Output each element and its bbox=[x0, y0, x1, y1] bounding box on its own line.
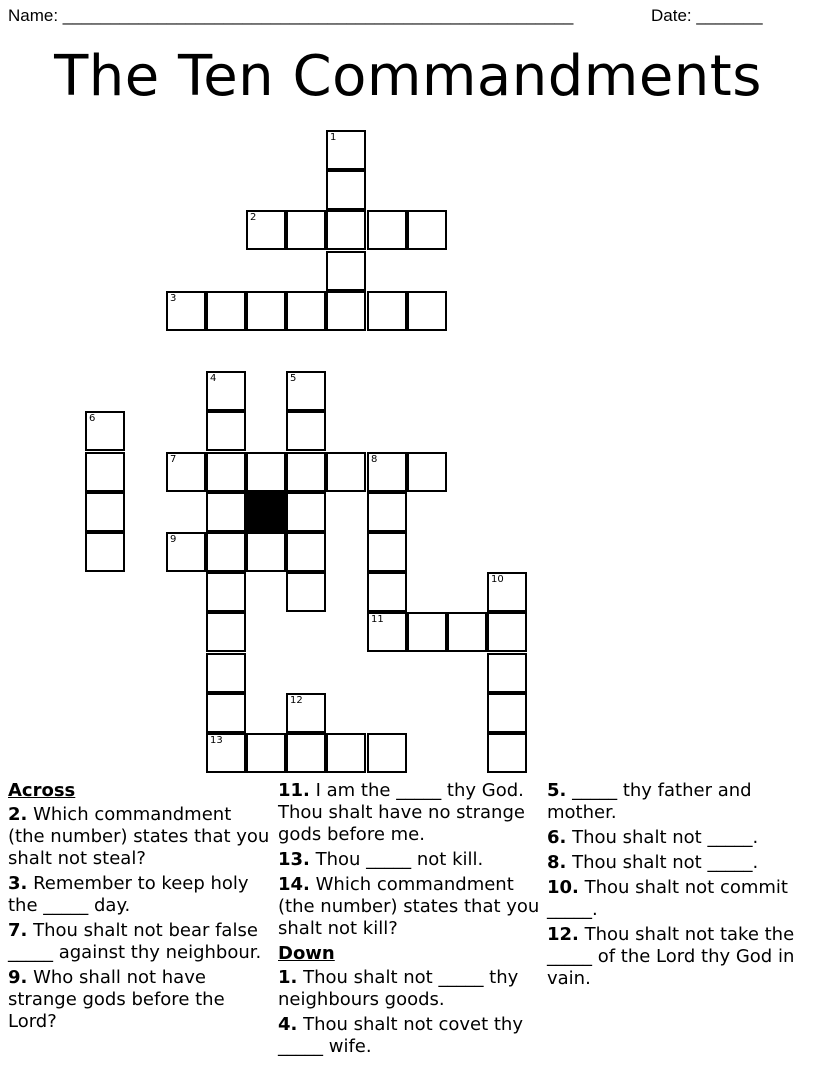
clue-item bbox=[8, 873, 270, 917]
clue-text: Thou shalt not take the _____ of the Lord thy God in vain. bbox=[547, 924, 795, 989]
grid-cell-13[interactable] bbox=[206, 733, 246, 773]
grid-cell[interactable] bbox=[246, 291, 286, 331]
grid-cell[interactable] bbox=[407, 452, 447, 492]
clue-text: Thou shalt not _____ thy neighbours goods. bbox=[278, 967, 519, 1010]
grid-cell-11[interactable] bbox=[367, 612, 407, 652]
clue-number: 11 bbox=[371, 614, 384, 625]
page-title: The Ten Commandments bbox=[54, 44, 762, 109]
clue-text: Thou shalt not _____. bbox=[566, 827, 759, 848]
grid-cell[interactable] bbox=[407, 291, 447, 331]
grid-cell[interactable] bbox=[246, 452, 286, 492]
clue-text: Thou shalt not _____. bbox=[566, 852, 759, 873]
grid-cell[interactable] bbox=[206, 693, 246, 733]
clues-column-1 bbox=[8, 780, 270, 1036]
clue-number: 4 bbox=[210, 373, 217, 384]
grid-block bbox=[246, 492, 286, 532]
clue-text: Who shall not have strange gods before the Lord? bbox=[8, 967, 225, 1032]
grid-cell[interactable] bbox=[286, 733, 326, 773]
grid-cell[interactable] bbox=[487, 653, 527, 693]
grid-cell[interactable] bbox=[206, 411, 246, 451]
clue-number: 8 bbox=[371, 454, 378, 465]
clue-text: Thou _____ not kill. bbox=[309, 849, 484, 870]
grid-cell[interactable] bbox=[286, 572, 326, 612]
grid-cell-9[interactable] bbox=[166, 532, 206, 572]
grid-cell[interactable] bbox=[326, 170, 366, 210]
grid-cell[interactable] bbox=[367, 733, 407, 773]
clue-num: 14. bbox=[278, 874, 310, 895]
clue-item bbox=[547, 827, 809, 849]
clue-number: 5 bbox=[290, 373, 297, 384]
clue-item bbox=[8, 967, 270, 1033]
clue-num: 4. bbox=[278, 1014, 298, 1035]
grid-cell[interactable] bbox=[487, 612, 527, 652]
grid-cell[interactable] bbox=[367, 210, 407, 250]
grid-cell-5[interactable] bbox=[286, 371, 326, 411]
grid-cell[interactable] bbox=[85, 452, 125, 492]
clue-num: 2. bbox=[8, 804, 28, 825]
clue-num: 13. bbox=[278, 849, 310, 870]
clue-number: 6 bbox=[89, 413, 96, 424]
clue-number: 9 bbox=[170, 534, 177, 545]
clue-num: 5. bbox=[547, 780, 567, 801]
clue-item bbox=[547, 877, 809, 921]
clue-item bbox=[8, 804, 270, 870]
grid-cell[interactable] bbox=[326, 452, 366, 492]
clues-column-2 bbox=[278, 780, 540, 1061]
clue-number: 12 bbox=[290, 695, 303, 706]
clue-text: _____ thy father and mother. bbox=[547, 780, 752, 823]
grid-cell[interactable] bbox=[206, 612, 246, 652]
grid-cell[interactable] bbox=[487, 733, 527, 773]
grid-cell[interactable] bbox=[326, 291, 366, 331]
clue-number: 10 bbox=[491, 574, 504, 585]
grid-cell-4[interactable] bbox=[206, 371, 246, 411]
clue-text: I am the _____ thy God. Thou shalt have no strange gods before me. bbox=[278, 780, 525, 845]
clue-num: 6. bbox=[547, 827, 567, 848]
clue-num: 10. bbox=[547, 877, 579, 898]
down-heading: Down bbox=[278, 943, 335, 964]
grid-cell[interactable] bbox=[206, 492, 246, 532]
clue-num: 12. bbox=[547, 924, 579, 945]
clue-item bbox=[278, 1014, 540, 1058]
clue-item bbox=[547, 780, 809, 824]
name-field[interactable]: Name: ______________________________________________________ bbox=[8, 6, 574, 25]
clue-num: 11. bbox=[278, 780, 310, 801]
clue-item bbox=[8, 920, 270, 964]
clue-num: 3. bbox=[8, 873, 28, 894]
grid-cell-6[interactable] bbox=[85, 411, 125, 451]
clue-number: 7 bbox=[170, 454, 177, 465]
grid-cell[interactable] bbox=[206, 653, 246, 693]
across-heading: Across bbox=[8, 780, 76, 801]
clue-text: Thou shalt not covet thy _____ wife. bbox=[278, 1014, 523, 1057]
grid-cell[interactable] bbox=[246, 532, 286, 572]
grid-cell[interactable] bbox=[206, 532, 246, 572]
clue-item bbox=[278, 874, 540, 940]
grid-cell[interactable] bbox=[326, 251, 366, 291]
grid-cell[interactable] bbox=[85, 532, 125, 572]
grid-cell-8[interactable] bbox=[367, 452, 407, 492]
clue-num: 7. bbox=[8, 920, 28, 941]
clue-item bbox=[278, 780, 540, 846]
grid-cell-10[interactable] bbox=[487, 572, 527, 612]
grid-cell[interactable] bbox=[326, 210, 366, 250]
clue-text: Which commandment (the number) states that you shalt not steal? bbox=[8, 804, 270, 869]
clue-number: 3 bbox=[170, 293, 177, 304]
grid-cell-2[interactable] bbox=[246, 210, 286, 250]
clue-text: Which commandment (the number) states that you shalt not kill? bbox=[278, 874, 540, 939]
clue-number: 2 bbox=[250, 212, 257, 223]
grid-cell[interactable] bbox=[206, 291, 246, 331]
grid-cell[interactable] bbox=[367, 291, 407, 331]
grid-cell[interactable] bbox=[286, 411, 326, 451]
grid-cell-1[interactable] bbox=[326, 130, 366, 170]
grid-cell[interactable] bbox=[407, 210, 447, 250]
clue-num: 9. bbox=[8, 967, 28, 988]
grid-cell[interactable] bbox=[367, 532, 407, 572]
grid-cell[interactable] bbox=[326, 733, 366, 773]
grid-cell[interactable] bbox=[407, 612, 447, 652]
grid-cell[interactable] bbox=[286, 492, 326, 532]
grid-cell[interactable] bbox=[487, 693, 527, 733]
grid-cell[interactable] bbox=[286, 532, 326, 572]
clue-num: 1. bbox=[278, 967, 298, 988]
grid-cell[interactable] bbox=[206, 452, 246, 492]
grid-cell[interactable] bbox=[286, 210, 326, 250]
clue-item bbox=[547, 852, 809, 874]
grid-cell[interactable] bbox=[447, 612, 487, 652]
grid-cell[interactable] bbox=[286, 291, 326, 331]
grid-cell[interactable] bbox=[246, 733, 286, 773]
clue-item bbox=[278, 849, 540, 871]
grid-cell-7[interactable] bbox=[166, 452, 206, 492]
clues-column-3 bbox=[547, 780, 809, 993]
grid-cell[interactable] bbox=[206, 572, 246, 612]
grid-cell-12[interactable] bbox=[286, 693, 326, 733]
clue-text: Remember to keep holy the _____ day. bbox=[8, 873, 249, 916]
clue-num: 8. bbox=[547, 852, 567, 873]
grid-cell[interactable] bbox=[286, 452, 326, 492]
clue-item bbox=[547, 924, 809, 990]
date-field[interactable]: Date: _______ bbox=[651, 6, 763, 25]
clue-number: 13 bbox=[210, 735, 223, 746]
clue-text: Thou shalt not commit _____. bbox=[547, 877, 788, 920]
grid-cell[interactable] bbox=[85, 492, 125, 532]
clue-item bbox=[278, 967, 540, 1011]
grid-cell-3[interactable] bbox=[166, 291, 206, 331]
clue-text: Thou shalt not bear false _____ against thy neighbour. bbox=[8, 920, 262, 963]
grid-cell[interactable] bbox=[367, 492, 407, 532]
grid-cell[interactable] bbox=[367, 572, 407, 612]
clue-number: 1 bbox=[330, 132, 337, 143]
